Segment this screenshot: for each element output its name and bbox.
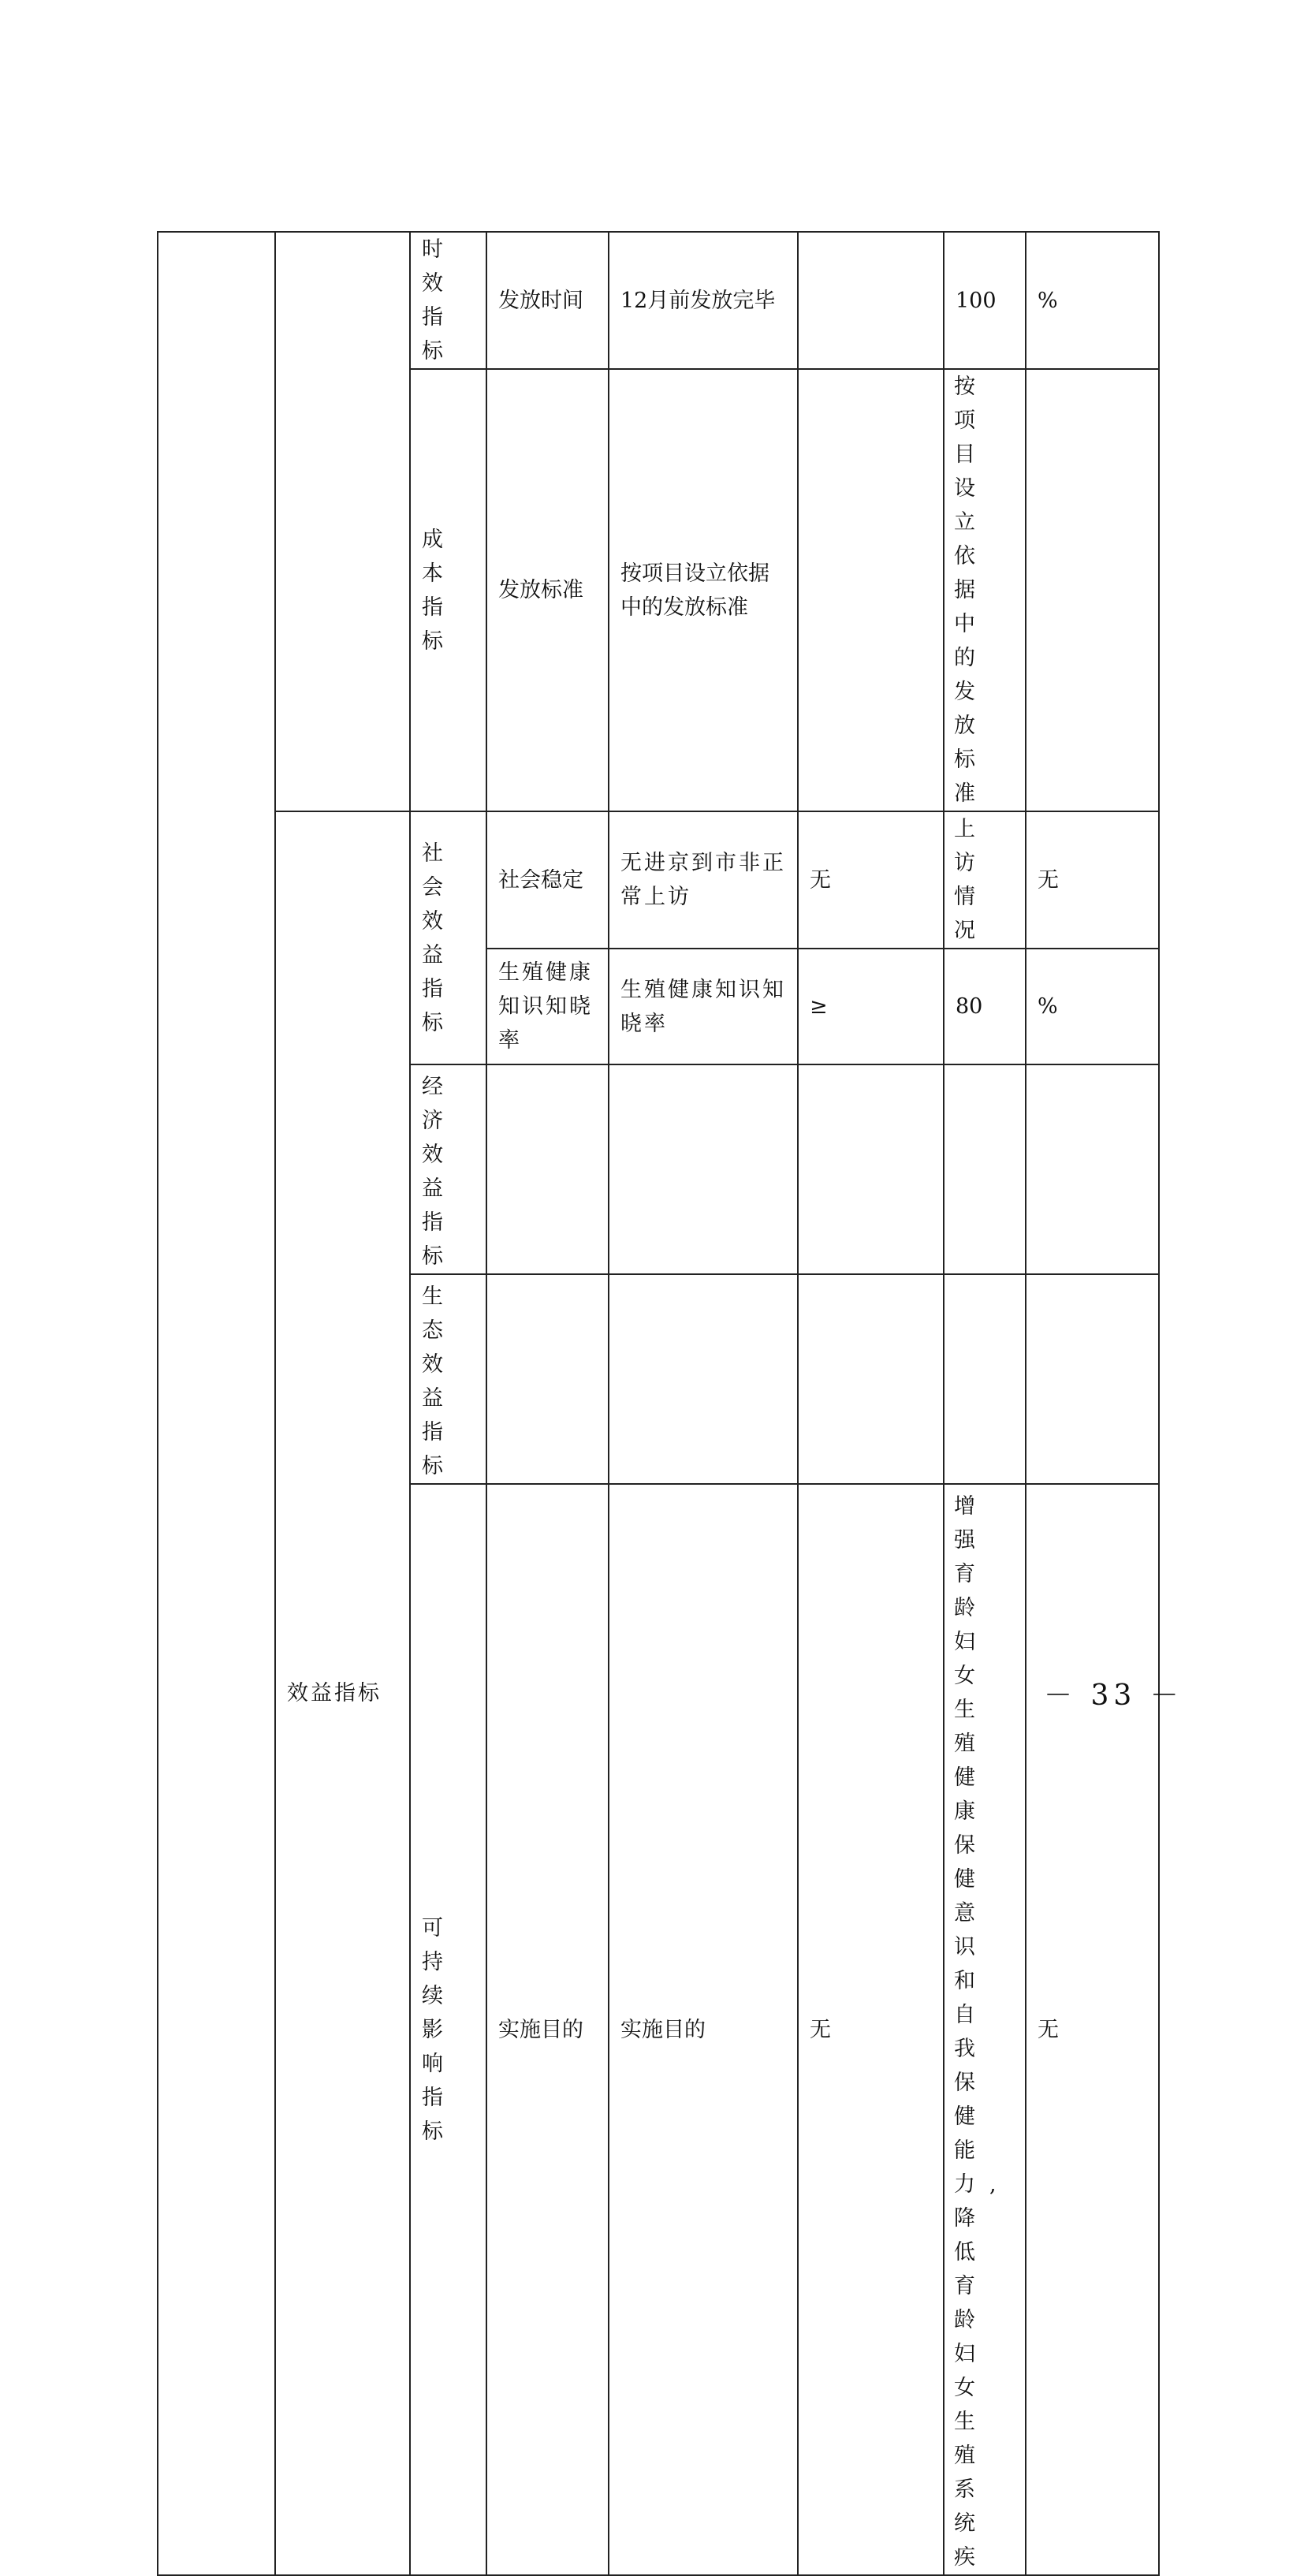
indicator-label: 发放时间	[498, 288, 583, 313]
table-cell-category	[410, 232, 486, 369]
table-cell-operator	[798, 1274, 944, 1484]
table-cell-operator	[798, 811, 944, 949]
category-label: 社会效益指标	[422, 841, 456, 1035]
table-row	[158, 811, 1159, 949]
table-cell-group	[275, 811, 410, 2575]
indicator-value: 增强育龄妇女生殖健康保健意识和自我保健能力,降低育龄妇女生殖系统疾	[954, 1494, 1011, 2570]
page-number: － 33 －	[1044, 1679, 1183, 1712]
indicator-content: 无进京到市非正常上访	[620, 851, 786, 909]
table-cell-indicator	[486, 1274, 609, 1484]
table-cell-category	[410, 1484, 486, 2575]
table-cell-content	[609, 369, 798, 811]
table-cell-content	[609, 811, 798, 949]
table-cell-operator	[798, 1064, 944, 1274]
table-cell-value	[944, 232, 1026, 369]
category-label: 生态效益指标	[422, 1284, 456, 1478]
table-cell-indicator	[486, 369, 609, 811]
table-cell-content	[609, 949, 798, 1064]
table-cell-category	[410, 369, 486, 811]
indicator-value: 80	[956, 994, 983, 1019]
table-cell-operator	[798, 1484, 944, 2575]
table-cell-indicator	[486, 949, 609, 1064]
indicator-unit: 无	[1038, 867, 1059, 893]
indicator-label: 实施目的	[498, 2017, 583, 2042]
indicator-value: 按项目设立依据中的发放标准	[954, 375, 989, 806]
table-cell-unit	[1026, 811, 1159, 949]
category-label: 成本指标	[422, 527, 456, 654]
indicator-label: 生殖健康知识知晓率	[498, 960, 593, 1053]
table-cell-value	[944, 369, 1026, 811]
indicator-value: 上访情况	[954, 817, 989, 943]
group-label: 效益指标	[287, 1681, 382, 1706]
indicator-operator: 无	[810, 867, 831, 893]
table-cell-indicator	[486, 232, 609, 369]
table-cell-indicator	[486, 1064, 609, 1274]
indicator-unit: %	[1038, 288, 1058, 313]
table-cell-unit	[1026, 949, 1159, 1064]
table-cell-unit	[1026, 1064, 1159, 1274]
table-cell-content	[609, 1274, 798, 1484]
indicator-unit: 无	[1038, 2017, 1059, 2042]
table-cell-operator	[798, 369, 944, 811]
category-label: 可持续影响指标	[422, 1915, 456, 2144]
indicator-content: 生殖健康知识知晓率	[620, 977, 786, 1036]
indicator-content: 实施目的	[620, 2017, 706, 2042]
indicator-value: 100	[956, 288, 997, 313]
category-label: 时效指标	[422, 237, 456, 363]
table-cell-indicator	[486, 1484, 609, 2575]
table-cell-value	[944, 1064, 1026, 1274]
indicator-content: 12月前发放完毕	[620, 288, 776, 313]
table-cell-level2	[275, 232, 410, 811]
table-cell-indicator	[486, 811, 609, 949]
table-cell-unit	[1026, 1484, 1159, 2575]
indicator-unit: %	[1038, 994, 1058, 1019]
table-cell-category	[410, 1274, 486, 1484]
table-cell-operator	[798, 232, 944, 369]
table-cell-category	[410, 811, 486, 1064]
indicator-label: 发放标准	[498, 578, 583, 602]
indicator-content: 按项目设立依据中的发放标准	[620, 561, 769, 620]
table-cell-value	[944, 1484, 1026, 2575]
indicator-label: 社会稳定	[498, 867, 583, 893]
table-cell-value	[944, 1274, 1026, 1484]
indicator-operator: 无	[810, 2017, 831, 2042]
table-cell-value	[944, 811, 1026, 949]
performance-indicator-table	[157, 231, 1160, 2576]
indicator-operator: ≥	[810, 994, 828, 1019]
table-cell-value	[944, 949, 1026, 1064]
table-cell-operator	[798, 949, 944, 1064]
table-cell-level1	[158, 232, 275, 2575]
category-label: 经济效益指标	[422, 1075, 456, 1269]
table-cell-category	[410, 1064, 486, 1274]
table-cell-content	[609, 1064, 798, 1274]
table-cell-content	[609, 232, 798, 369]
table-cell-content	[609, 1484, 798, 2575]
table-cell-unit	[1026, 369, 1159, 811]
table-cell-unit	[1026, 1274, 1159, 1484]
table-row	[158, 232, 1159, 369]
table-cell-unit	[1026, 232, 1159, 369]
